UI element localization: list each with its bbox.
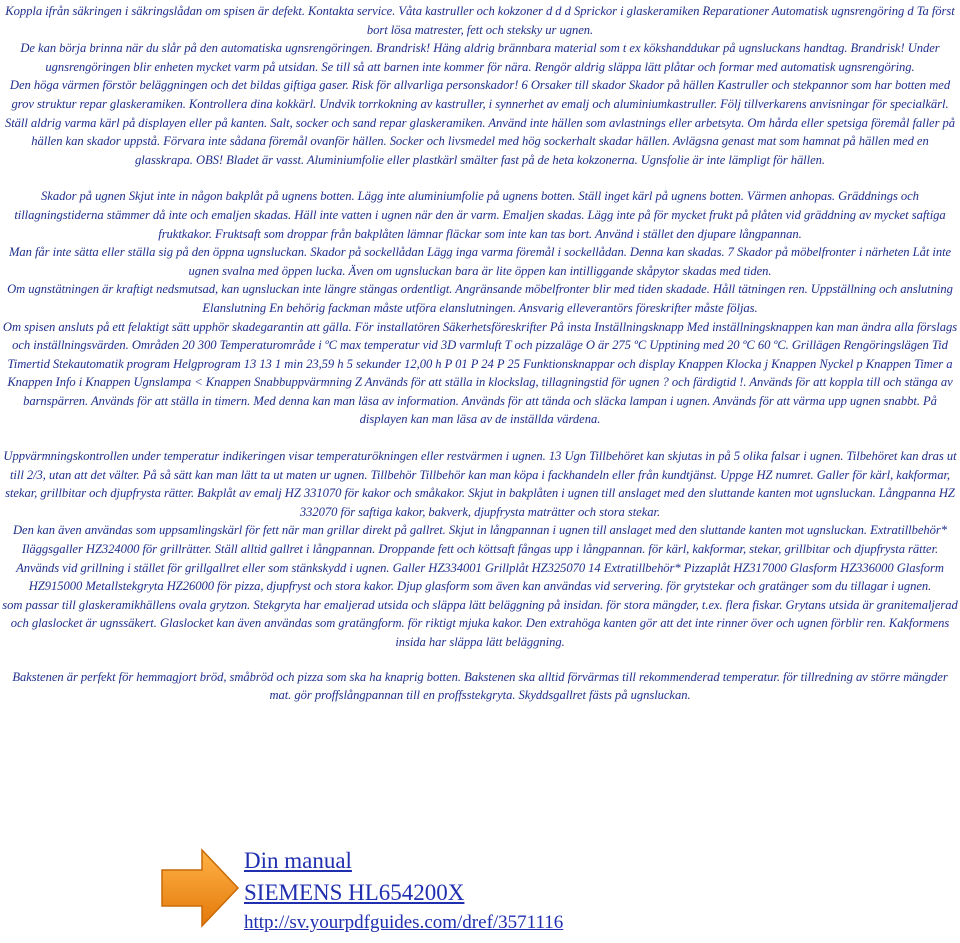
paragraph: Uppvärmningskontrollen under temperatur indikeringen visar temperaturökningen eller restvärmen i ugnen. 13 Ugn Tillbehöret kan skjutas in på 5 olika falsar i ugnen. Tilbehöret kan dras ut till 2/3, utan att det välter. På så sätt kan man lätt ta ut maten ur ugnen. Tillbehör Tillbehör kan man köpa i fackhandeln eller från kundtjänst. Uppge HZ numret. Galler för kärl, kakformar, stekar, grillbitar och djupfrysta rätter. Bakplåt av emalj HZ 331070 för kakor och småkakor. Skjut in bakplåten i ugnen till anslaget med den sluttande kanten mot ugnsluckan. Långpanna HZ 332070 för saftiga kakor, bakverk, djupfrysta maträtter och stora stekar. xyxy=(3,449,957,519)
paragraph: Man får inte sätta eller ställa sig på den öppna ugnsluckan. Skador på sockellådan Lägg inga varma föremål i sockellådan. Denna kan skadas. 7 Skador på möbelfronter i närheten Låt inte ugnen svalna med öppen lucka. Även om ugnsluckan bara är lite öppen kan intilliggande skåpytor skadas med tiden. xyxy=(8,245,952,278)
paragraph: De kan börja brinna när du slår på den automatiska ugnsrengöringen. Brandrisk! Häng aldrig brännbara material som t ex kökshanddukar på ugnsluckans handtag. Brandrisk! Under ugnsrengöringen blir enheten mycket varm på utsidan. Se till så att barnen inte kommer för nära. Rengör aldrig släppa lätt plåtar och formar med automatisk ugnsrengöring. xyxy=(20,41,940,74)
arrow-right-icon xyxy=(160,846,240,930)
paragraph: Om ugnstätningen är kraftigt nedsmutsad, kan ugnsluckan inte längre stängas ordentligt. Angränsande möbelfronter blir med tiden skadade. Håll tätningen ren. Uppställning och anslutning Elanslutning En behörig fackman måste utföra elanslutningen. Ansvarig elleverantörs föreskrifter måste följas. xyxy=(7,282,953,315)
paragraph: som passar till glaskeramikhällens ovala grytzon. Stekgryta har emaljerad utsida och släppa lätt beläggning på insidan. för stora mängder, t.ex. flera fiskar. Grytans utsida är granitemaljerad och glaslocket är ugnssäkert. Glaslocket kan även användas som gratängform. för riktigt mjuka kakor. Den extrahöga kanten gör att det inte rinner över och ugnen förblir ren. Kakformens insida har släppa lätt beläggning. xyxy=(2,597,958,649)
paragraph: Skador på ugnen Skjut inte in någon bakplåt på ugnens botten. Lägg inte aluminiumfolie på ugnens botten. Ställ inget kärl på ugnens botten. Värmen anhopas. Gräddnings och tillagningstiderna stämmer då inte och emaljen skadas. Häll inte vatten i ugnen när den är varm. Emaljen skadas. Lägg inte på för mycket frukt på plåten vid gräddning av mycket saftiga fruktkakor. Fruktsaft som droppar från bakplåten lämnar fläckar som inte kan tas bort. Använd i stället den djupare långpannan. xyxy=(14,189,946,241)
paragraph: Bakstenen är perfekt för hemmagjort bröd, småbröd och pizza som ska ha knaprig botten. Bakstenen ska alltid förvärmas till rekommenderad temperatur. för tillredning av större mängder mat. gör proffslångpannan till en proffsstekgryta. Skyddsgallret fästs på ugnsluckan. xyxy=(12,669,948,703)
paragraph: Koppla ifrån säkringen i säkringslådan om spisen är defekt. Kontakta service. Våta kastruller och kokzoner d d d Sprickor i glaskeramiken Reparationer Automatisk ugnsrengöring d Ta först bort lösa matrester, fett och steksky ur ugnen. xyxy=(5,4,955,37)
paragraph: Om spisen ansluts på ett felaktigt sätt upphör skadegarantin att gälla. För installatören Säkerhetsföreskrifter På insta Inställningsknapp Med inställningsknappen kan man ändra alla förslags och inställningsvärden. Områden 20 300 Temperaturområde i ºC max temperatur vid 3D varmluft T och pizzaläge O är 275 ºC Upptining med 20 ºC 60 ºC. Grillägen Rengöringslägen Tid Timertid Stekautomatik program Helgprogram 13 13 1 min 23,59 h 5 sekunder 12,00 h P 01 P 24 P 25 Funktionsknappar och display Knappen Klocka j Knappen Nyckel p Knappen Timer a Knappen Info i Knappen Ugnslampa < Knappen Snabbuppvärmning Z Används för att ställa in klockslag, tillagningstid för ugnen ? och färdigtid !. Används för att koppla till och stänga av barnspärren. Används för att ställa in timern. Med denna kan man läsa av information. Används för att tända och släcka lampan i ugnen. Används för att värma upp ugnen snabbt. På displayen kan man läsa av de inställda värdena. xyxy=(2,319,958,427)
manual-text xyxy=(2,2,958,705)
paragraph: Den kan även användas som uppsamlingskärl för fett när man grillar direkt på gallret. Skjut in långpannan i ugnen till anslaget med den sluttande kanten mot ugnsluckan. Extratillbehör* Iläggsgaller HZ324000 för grillrätter. Ställ alltid gallret i långpannan. Droppande fett och köttsaft fångas upp i långpannan. för kärl, kakformar, stekar, grillbitar och djupfrysta rätter. Används vid grillning i stället för grillgallret eller som stänkskydd i ugnen. Galler HZ334001 Grillplåt HZ325070 14 Extratillbehör* Pizzaplåt HZ317000 Glasform HZ336000 Glasform HZ915000 Metallstekgryta HZ26000 för pizza, djupfryst och stora kakor. Djup glasform som även kan användas vid servering. för grytstekar och gratänger som du tillagar i ugnen. xyxy=(13,523,947,594)
manual-footer xyxy=(160,846,920,940)
url-link[interactable]: http://sv.yourpdfguides.com/dref/3571116 xyxy=(244,912,564,933)
manual-link[interactable]: Din manual xyxy=(244,848,352,873)
paragraph: Den höga värmen förstör beläggningen och det bildas giftiga gaser. Risk för allvarliga personskador! 6 Orsaker till skador Skador på hällen Kastruller och stekpannor som har botten med grov struktur repar glaskeramiken. Kontrollera dina kokkärl. Undvik torrkokning av kastruller, i synnerhet av emalj och aluminiumkastruller. Följ tillverkarens anvisningar för specialkärl. xyxy=(9,78,951,111)
paragraph: Ställ aldrig varma kärl på displayen eller på kanten. Salt, socker och sand repar glaskeramiken. Använd inte hällen som avlastnings eller arbetsyta. Om hårda eller spetsiga föremål faller på hällen kan skador uppstå. Förvara inte sådana föremål ovanför hällen. Socker och livsmedel med hög sockerhalt skadar hällen. Avlägsna genast mat som hamnat på hällen med en glasskrapa. OBS! Bladet är vasst. Aluminiumfolie eller plastkärl smälter fast på de heta kokzonerna. Ugnsfolie är inte lämpligt för hällen. xyxy=(4,115,956,167)
manual-links xyxy=(244,846,563,936)
product-link[interactable]: SIEMENS HL654200X xyxy=(244,880,465,905)
